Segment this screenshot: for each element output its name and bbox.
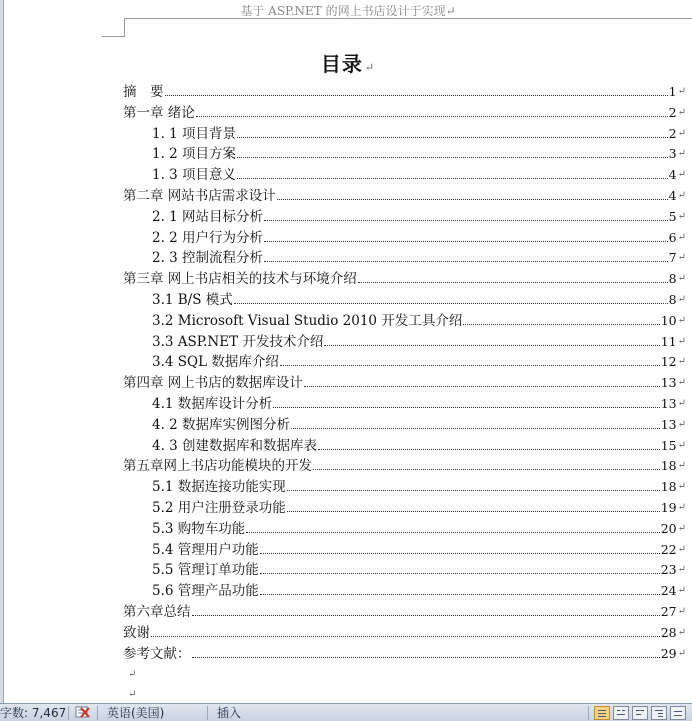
toc-entry[interactable]	[152, 163, 686, 183]
toc-dot-leader	[151, 636, 660, 637]
toc-dot-leader	[165, 95, 668, 96]
toc-entry-label: 4. 3 创建数据库和数据库表	[152, 437, 318, 454]
toc-entry[interactable]	[152, 288, 686, 308]
status-bar	[0, 703, 692, 721]
toc-entry[interactable]	[152, 330, 686, 350]
toc-dot-leader	[260, 573, 660, 574]
paragraph-mark: ↵	[677, 210, 686, 222]
paragraph-mark: ↵	[677, 294, 686, 305]
toc-entry-label: 第二章 网站书店需求设计	[123, 188, 276, 204]
toc-entry-label: 2. 1 网站目标分析	[152, 208, 264, 225]
paragraph-mark: ↵	[677, 460, 686, 472]
toc-dot-leader	[237, 178, 668, 179]
toc-dot-leader	[196, 116, 668, 117]
full-screen-reading-icon[interactable]	[613, 706, 629, 720]
toc-entry-page: 15	[660, 437, 677, 453]
toc-entry[interactable]	[152, 517, 686, 537]
paragraph-mark: ↵	[677, 231, 686, 243]
paragraph-mark: ↵	[677, 522, 686, 534]
toc-entry[interactable]	[152, 538, 686, 558]
toc-entry-label: 3.4 SQL 数据库介绍	[152, 354, 279, 371]
toc-entry[interactable]	[152, 413, 686, 433]
toc-entry-page: 5	[668, 208, 677, 224]
toc-entry-label: 3.3 ASP.NET 开发技术介绍	[152, 333, 324, 350]
paragraph-mark: ↵	[677, 86, 686, 97]
toc-entry[interactable]	[152, 496, 686, 516]
toc-entry-page: 8	[668, 271, 677, 287]
toc-entry-page: 22	[660, 541, 677, 557]
paragraph-mark: ↵	[677, 252, 686, 264]
toc-entry-page: 6	[668, 229, 677, 245]
toc-title-text: 目录	[320, 52, 363, 76]
toc-dot-leader	[287, 490, 660, 491]
toc-entry-label: 第六章总结	[123, 604, 191, 620]
toc-entry-page: 10	[660, 312, 677, 328]
toc-entry-label: 2. 2 用户行为分析	[152, 229, 264, 246]
toc-entry-label: 2. 3 控制流程分析	[152, 250, 264, 267]
toc-entry-page: 2	[668, 125, 677, 141]
toc-entry-page: 20	[660, 520, 677, 536]
paragraph-mark: ↵	[677, 647, 686, 659]
toc-dot-leader	[237, 137, 668, 138]
toc-dot-leader	[304, 386, 660, 387]
web-layout-icon[interactable]	[632, 706, 648, 720]
toc-entry-page: 7	[668, 250, 677, 266]
toc-dot-leader	[358, 282, 668, 283]
toc-title	[4, 48, 692, 77]
toc-dot-leader	[287, 511, 660, 512]
toc-entry[interactable]	[123, 454, 686, 474]
toc-entry-label: 5.4 管理用户功能	[152, 541, 259, 558]
toc-entry-page: 19	[660, 500, 677, 515]
toc-entry-page: 27	[660, 604, 677, 619]
toc-entry-label: 5.1 数据连接功能实现	[152, 479, 286, 496]
toc-entry-label: 致谢	[123, 624, 150, 641]
toc-entry-page: 24	[660, 583, 677, 599]
toc-dot-leader	[264, 261, 668, 262]
toc-entry-label: 第五章网上书店功能模块的开发	[123, 458, 312, 475]
toc-dot-leader	[313, 469, 660, 470]
paragraph-mark: ↵	[677, 314, 686, 326]
toc-entry-label: 第三章 网上书店相关的技术与环境介绍	[123, 271, 357, 288]
toc-entry[interactable]	[123, 101, 686, 121]
crop-mark-horizontal	[102, 36, 125, 37]
toc-entry-label: 5.5 管理订单功能	[152, 562, 259, 579]
toc-entry-page: 18	[660, 458, 677, 474]
toc-dot-leader	[264, 241, 668, 242]
toc-entry-page: 28	[660, 624, 677, 640]
toc-entry[interactable]	[123, 642, 686, 662]
toc-dot-leader	[246, 532, 659, 533]
toc-entry[interactable]	[152, 475, 686, 495]
spell-check-icon[interactable]	[74, 705, 92, 720]
word-count[interactable]: 字数: 7,467	[0, 706, 67, 720]
toc-entry[interactable]	[152, 350, 686, 370]
paragraph-mark: ↵	[677, 502, 686, 513]
toc-entry-label: 第一章 绪论	[123, 104, 195, 121]
paragraph-mark: ↵	[677, 606, 686, 617]
paragraph-mark: ↵	[677, 543, 686, 555]
paragraph-mark: ↵	[364, 61, 376, 74]
paragraph-mark: ↵	[677, 481, 686, 493]
toc-entry[interactable]	[152, 558, 686, 578]
paragraph-mark: ↵	[677, 356, 686, 368]
toc-entry-label: 参考文献：	[123, 645, 191, 662]
toc-entry[interactable]	[152, 246, 686, 266]
toc-entry-label: 3.2 Microsoft Visual Studio 2010 开发工具介绍	[152, 312, 463, 329]
toc-entry-label: 4. 2 数据库实例图分析	[152, 416, 291, 433]
paragraph-mark: ↵	[677, 626, 686, 638]
status-separator	[68, 706, 69, 720]
toc-entry[interactable]	[152, 205, 686, 225]
paragraph-mark: ↵	[677, 564, 686, 576]
toc-dot-leader	[264, 220, 668, 221]
toc-entry-label: 5.3 购物车功能	[152, 520, 246, 537]
header-rule	[124, 18, 692, 19]
paragraph-mark: ↵	[677, 585, 686, 597]
toc-entry-label: 第四章 网上书店的数据库设计	[123, 375, 303, 392]
document-page[interactable]	[4, 0, 692, 703]
toc-dot-leader	[234, 303, 668, 304]
toc-entry-page: 4	[668, 188, 677, 203]
toc-entry-label: 1. 2 项目方案	[152, 146, 237, 163]
draft-icon[interactable]	[670, 706, 686, 720]
paragraph-mark: ↵	[677, 418, 686, 430]
toc-entry[interactable]	[123, 371, 686, 391]
toc-entry-label: 摘 要	[123, 84, 164, 100]
toc-entry[interactable]	[152, 392, 686, 412]
paragraph-mark: ↵	[128, 669, 137, 680]
paragraph-mark: ↵	[677, 106, 686, 118]
toc-entry[interactable]	[152, 122, 686, 142]
toc-entry[interactable]	[152, 434, 686, 454]
toc-entry-page: 4	[668, 167, 677, 183]
toc-entry-page: 12	[660, 354, 677, 370]
toc-entry-label: 5.2 用户注册登录功能	[152, 500, 286, 516]
toc-entry[interactable]	[152, 309, 686, 329]
crop-mark-vertical	[124, 18, 125, 36]
toc-entry-label: 5.6 管理产品功能	[152, 583, 259, 600]
language-indicator[interactable]: 英语(美国)	[107, 706, 165, 720]
toc-dot-leader	[324, 345, 659, 346]
toc-entry[interactable]	[123, 184, 686, 204]
toc-dot-leader	[192, 615, 660, 616]
outline-icon[interactable]	[651, 706, 667, 720]
toc-entry-page: 8	[668, 292, 677, 307]
toc-dot-leader	[273, 407, 659, 408]
paragraph-mark: ↵	[677, 273, 686, 285]
toc-entry-page: 2	[668, 104, 677, 120]
toc-entry-label: 1. 3 项目意义	[152, 167, 237, 184]
paragraph-mark: ↵	[677, 127, 686, 139]
toc-entry-label: 3.1 B/S 模式	[152, 292, 233, 308]
paragraph-mark: ↵	[677, 377, 686, 389]
toc-entry[interactable]	[152, 226, 686, 246]
status-separator	[97, 706, 98, 720]
toc-dot-leader	[463, 324, 659, 325]
toc-dot-leader	[192, 657, 660, 658]
paragraph-mark: ↵	[677, 398, 686, 409]
status-separator	[207, 706, 208, 720]
paragraph-mark: ↵	[677, 148, 686, 160]
toc-entry-page: 3	[668, 146, 677, 162]
toc-entry[interactable]	[152, 142, 686, 162]
toc-entry-page: 1	[668, 84, 677, 99]
toc-entry[interactable]	[123, 80, 686, 100]
page-header: 基于 ASP.NET 的网上书店设计于实现↵	[240, 4, 456, 18]
toc-entry-page: 18	[660, 479, 677, 495]
status-separator	[588, 706, 589, 720]
paragraph-mark: ↵	[677, 169, 686, 181]
toc-dot-leader	[318, 449, 660, 450]
paragraph-mark: ↵	[677, 190, 686, 201]
insert-mode-indicator[interactable]: 插入	[217, 706, 242, 720]
paragraph-mark: ↵	[128, 689, 137, 700]
toc-dot-leader	[260, 594, 660, 595]
toc-entry-page: 13	[660, 375, 677, 391]
toc-entry-page: 13	[660, 396, 677, 411]
toc-entry-label: 4.1 数据库设计分析	[152, 396, 273, 412]
toc-entry-page: 13	[660, 416, 677, 432]
toc-entry-page: 29	[660, 645, 677, 661]
toc-dot-leader	[280, 365, 660, 366]
toc-dot-leader	[291, 428, 660, 429]
toc-entry[interactable]	[152, 579, 686, 599]
print-layout-icon[interactable]	[594, 706, 610, 720]
toc-dot-leader	[260, 553, 660, 554]
toc-entry-page: 23	[660, 562, 677, 578]
toc-entry[interactable]	[123, 267, 686, 287]
toc-entry-label: 1. 1 项目背景	[152, 125, 237, 142]
toc-dot-leader	[277, 199, 668, 200]
toc-dot-leader	[237, 157, 668, 158]
paragraph-mark: ↵	[677, 335, 686, 347]
toc-entry[interactable]	[123, 600, 686, 620]
paragraph-mark: ↵	[677, 439, 686, 451]
toc-entry[interactable]	[123, 621, 686, 641]
toc-entry-page: 11	[660, 333, 677, 349]
